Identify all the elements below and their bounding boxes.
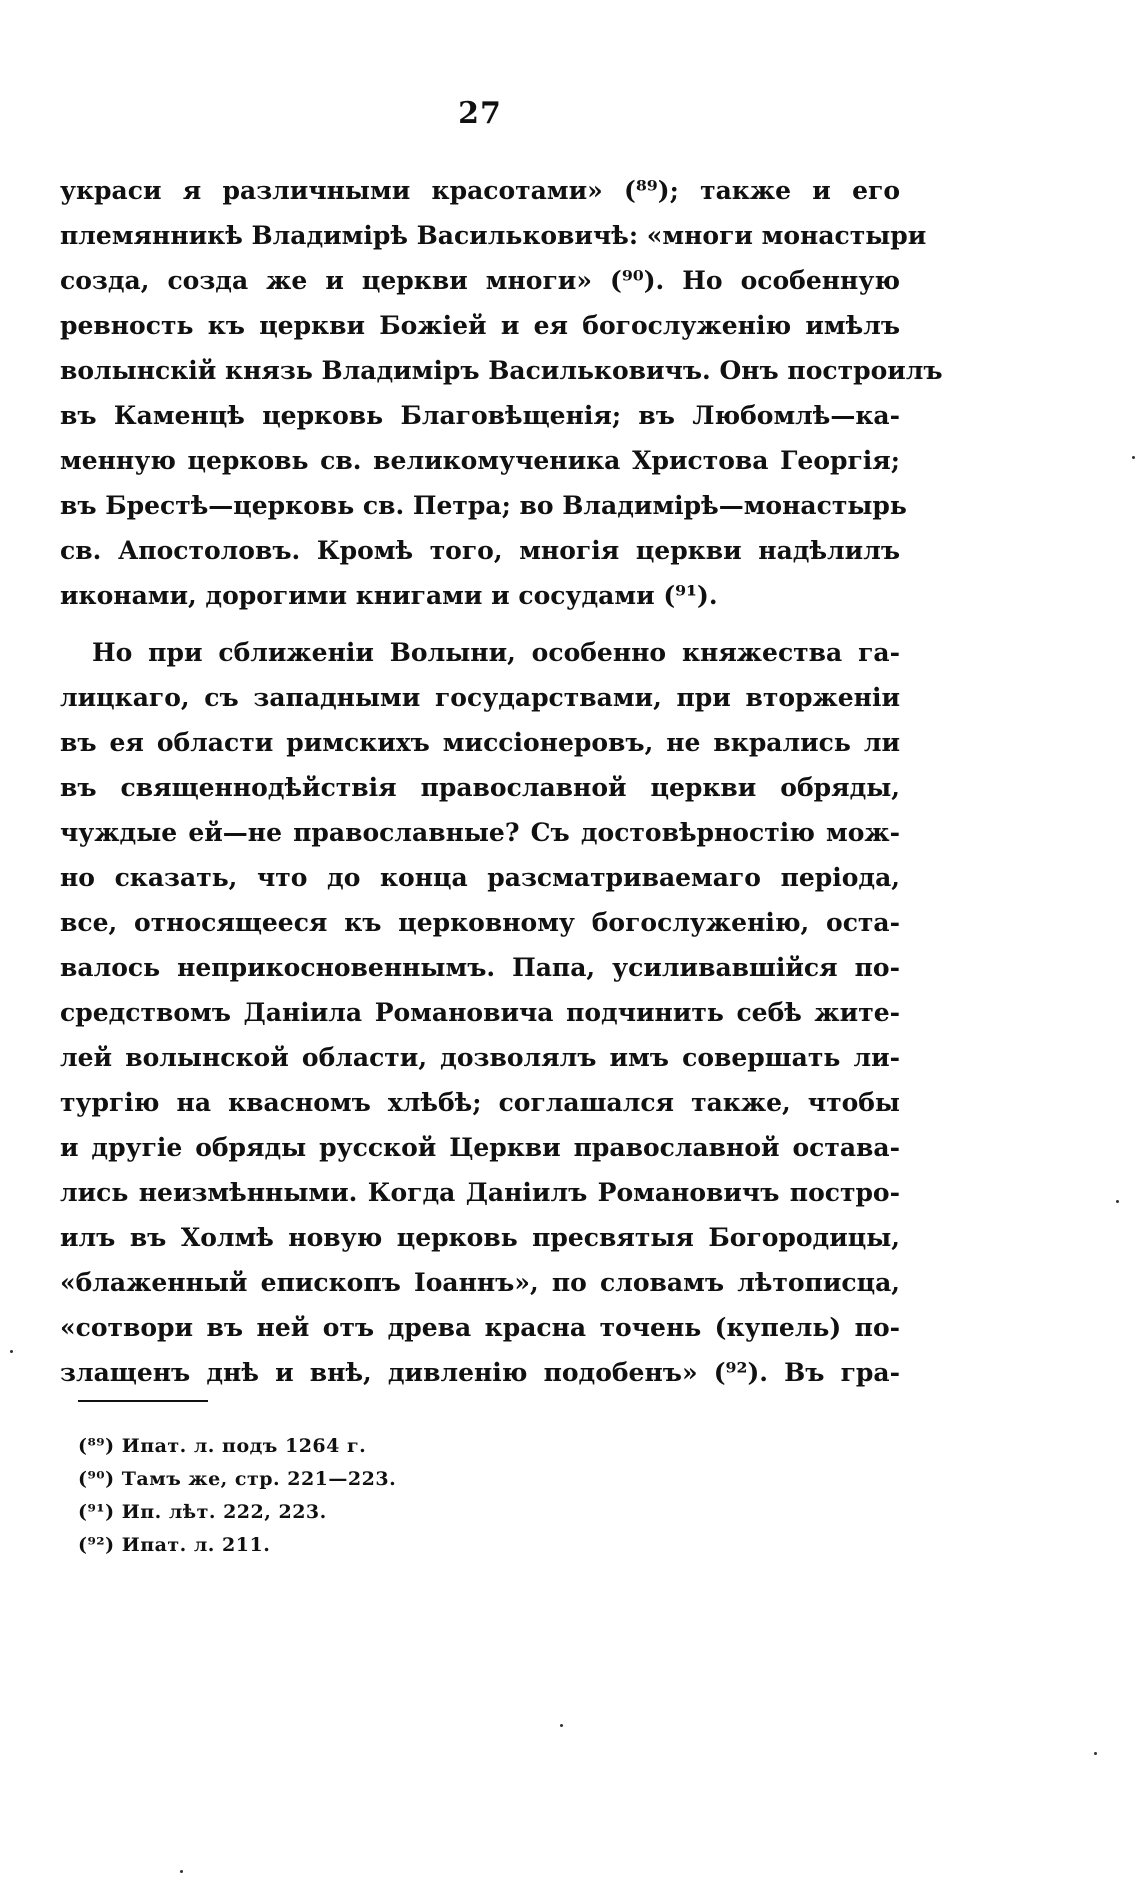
scan-speck bbox=[1094, 1752, 1097, 1755]
text-line: илъ въ Холмѣ новую церковь пресвятыя Богородицы, bbox=[60, 1223, 900, 1252]
text-line: и другіе обряды русской Церкви православной остава- bbox=[60, 1133, 900, 1162]
text-line: «сотвори въ ней отъ древа красна точень (купель) по- bbox=[60, 1313, 900, 1342]
text-line: валось неприкосновеннымъ. Папа, усиливавшійся по- bbox=[60, 953, 900, 982]
text-line: св. Апостоловъ. Кромѣ того, многія церкви надѣлилъ bbox=[60, 536, 900, 565]
scan-speck bbox=[180, 1870, 183, 1873]
text-line: все, относящееся къ церковному богослуженію, оста- bbox=[60, 908, 900, 937]
text-line: украси я различными красотами» (⁸⁹); также и его bbox=[60, 176, 900, 205]
text-line: въ священнодѣйствія православной церкви обряды, bbox=[60, 773, 900, 802]
body-text bbox=[60, 168, 943, 1395]
scan-speck bbox=[560, 1724, 563, 1727]
text-line: «блаженный епископъ Іоаннъ», по словамъ лѣтописца, bbox=[60, 1268, 900, 1297]
text-line: менную церковь св. великомученика Христова Георгія; bbox=[60, 446, 900, 475]
text-line: но сказать, что до конца разсматриваемаго періода, bbox=[60, 863, 900, 892]
text-line: лицкаго, съ западными государствами, при вторженіи bbox=[60, 683, 900, 712]
text-line: въ Брестѣ—церковь св. Петра; во Владимірѣ—монастырь bbox=[60, 491, 907, 520]
scan-speck bbox=[1116, 1200, 1119, 1203]
text-line: тургію на квасномъ хлѣбѣ; соглашался также, чтобы bbox=[60, 1088, 900, 1117]
text-line: волынскій князь Владиміръ Васильковичъ. Онъ построилъ bbox=[60, 356, 943, 385]
text-line: въ Каменцѣ церковь Благовѣщенія; въ Любомлѣ—ка- bbox=[60, 401, 900, 430]
text-line: средствомъ Даніила Романовича подчинить себѣ жите- bbox=[60, 998, 900, 1027]
text-line: лей волынской области, дозволялъ имъ совершать ли- bbox=[60, 1043, 900, 1072]
paragraph-gap bbox=[60, 618, 900, 630]
text-line: ревность къ церкви Божіей и ея богослуженію имѣлъ bbox=[60, 311, 900, 340]
text-line: лись неизмѣнными. Когда Даніилъ Романовичъ постро- bbox=[60, 1178, 900, 1207]
text-line: злащенъ днѣ и внѣ, дивленію подобенъ» (⁹²). Въ гра- bbox=[60, 1358, 900, 1387]
text-line: Но при сближеніи Волыни, особенно княжества га- bbox=[92, 638, 900, 667]
footnote-divider bbox=[78, 1400, 208, 1402]
text-line: иконами, дорогими книгами и сосудами (⁹¹). bbox=[60, 581, 718, 610]
text-line: племянникѣ Владимірѣ Васильковичѣ: «многи монастыри bbox=[60, 221, 927, 250]
text-line: въ ея области римскихъ миссіонеровъ, не вкрались ли bbox=[60, 728, 900, 757]
footnote: (⁸⁹) Ипат. л. подъ 1264 г. bbox=[78, 1435, 367, 1457]
text-line: чуждые ей—не православные? Съ достовѣрностію мож- bbox=[60, 818, 900, 847]
scan-speck bbox=[1132, 456, 1135, 459]
footnote: (⁹²) Ипат. л. 211. bbox=[78, 1534, 271, 1556]
page-number: 27 bbox=[458, 96, 502, 131]
footnotes bbox=[78, 1430, 678, 1562]
text-line: созда, созда же и церкви многи» (⁹⁰). Но особенную bbox=[60, 266, 900, 295]
footnote: (⁹⁰) Тамъ же, стр. 221—223. bbox=[78, 1468, 397, 1490]
scan-speck bbox=[10, 1350, 13, 1353]
footnote: (⁹¹) Ип. лѣт. 222, 223. bbox=[78, 1501, 327, 1523]
